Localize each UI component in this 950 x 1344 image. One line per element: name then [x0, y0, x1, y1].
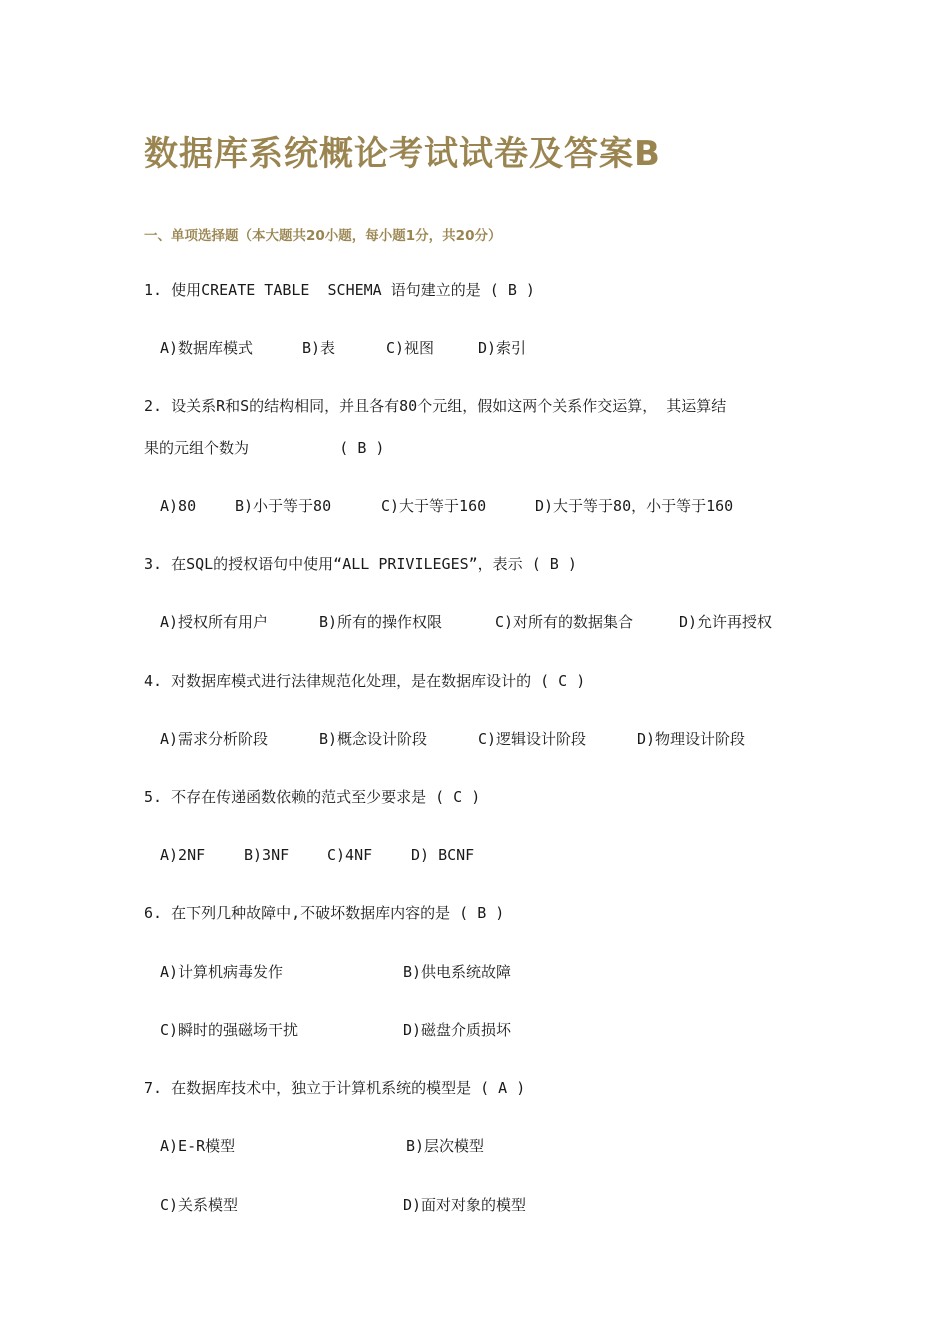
question-6-option-a: A)计算机病毒发作	[160, 963, 284, 981]
question-3-stem: 3. 在SQL的授权语句中使用“ALL PRIVILEGES”，表示 ( B )	[144, 555, 577, 573]
question-7-option-c: C)关系模型	[160, 1196, 239, 1214]
question-5-option-b: B)3NF	[244, 846, 290, 864]
question-1-option-b: B)表	[302, 339, 336, 357]
question-2-option-d: D)大于等于80，小于等于160	[535, 497, 734, 515]
question-5-stem: 5. 不存在传递函数依赖的范式至少要求是 ( C )	[144, 788, 481, 806]
question-5-option-a: A)2NF	[160, 846, 206, 864]
question-7-stem: 7. 在数据库技术中，独立于计算机系统的模型是 ( A )	[144, 1079, 526, 1097]
question-4-option-b: B)概念设计阶段	[319, 730, 428, 748]
question-4-option-a: A)需求分析阶段	[160, 730, 269, 748]
question-3-option-a: A)授权所有用户	[160, 613, 269, 631]
question-1-option-d: D)索引	[478, 339, 527, 357]
question-3-option-b: B)所有的操作权限	[319, 613, 443, 631]
question-2-option-c: C)大于等于160	[381, 497, 487, 515]
question-1-option-c: C)视图	[386, 339, 435, 357]
question-3-option-d: D)允许再授权	[679, 613, 773, 631]
question-6-option-d: D)磁盘介质损坏	[403, 1021, 512, 1039]
question-2-stem-cont: 果的元组个数为 ( B )	[144, 439, 385, 457]
question-3-option-c: C)对所有的数据集合	[495, 613, 634, 631]
question-1-stem: 1. 使用CREATE TABLE SCHEMA 语句建立的是 ( B )	[144, 281, 535, 299]
page-title: 数据库系统概论考试试卷及答案B	[144, 134, 661, 174]
question-4-stem: 4. 对数据库模式进行法律规范化处理，是在数据库设计的 ( C )	[144, 672, 586, 690]
question-7-option-a: A)E-R模型	[160, 1137, 236, 1155]
question-6-option-b: B)供电系统故障	[403, 963, 512, 981]
question-1-option-a: A)数据库模式	[160, 339, 254, 357]
question-2-stem: 2. 设关系R和S的结构相同，并且各有80个元组，假如这两个关系作交运算， 其运算结	[144, 397, 727, 415]
question-6-option-c: C)瞬时的强磁场干扰	[160, 1021, 299, 1039]
question-2-option-a: A)80	[160, 497, 197, 515]
question-4-option-c: C)逻辑设计阶段	[478, 730, 587, 748]
question-5-option-c: C)4NF	[327, 846, 373, 864]
question-7-option-b: B)层次模型	[406, 1137, 485, 1155]
question-7-option-d: D)面对对象的模型	[403, 1196, 527, 1214]
section-heading: 一、单项选择题（本大题共20小题，每小题1分，共20分）	[144, 228, 502, 244]
question-5-option-d: D) BCNF	[411, 846, 475, 864]
question-2-option-b: B)小于等于80	[235, 497, 332, 515]
question-4-option-d: D)物理设计阶段	[637, 730, 746, 748]
question-6-stem: 6. 在下列几种故障中,不破坏数据库内容的是 ( B )	[144, 904, 505, 922]
